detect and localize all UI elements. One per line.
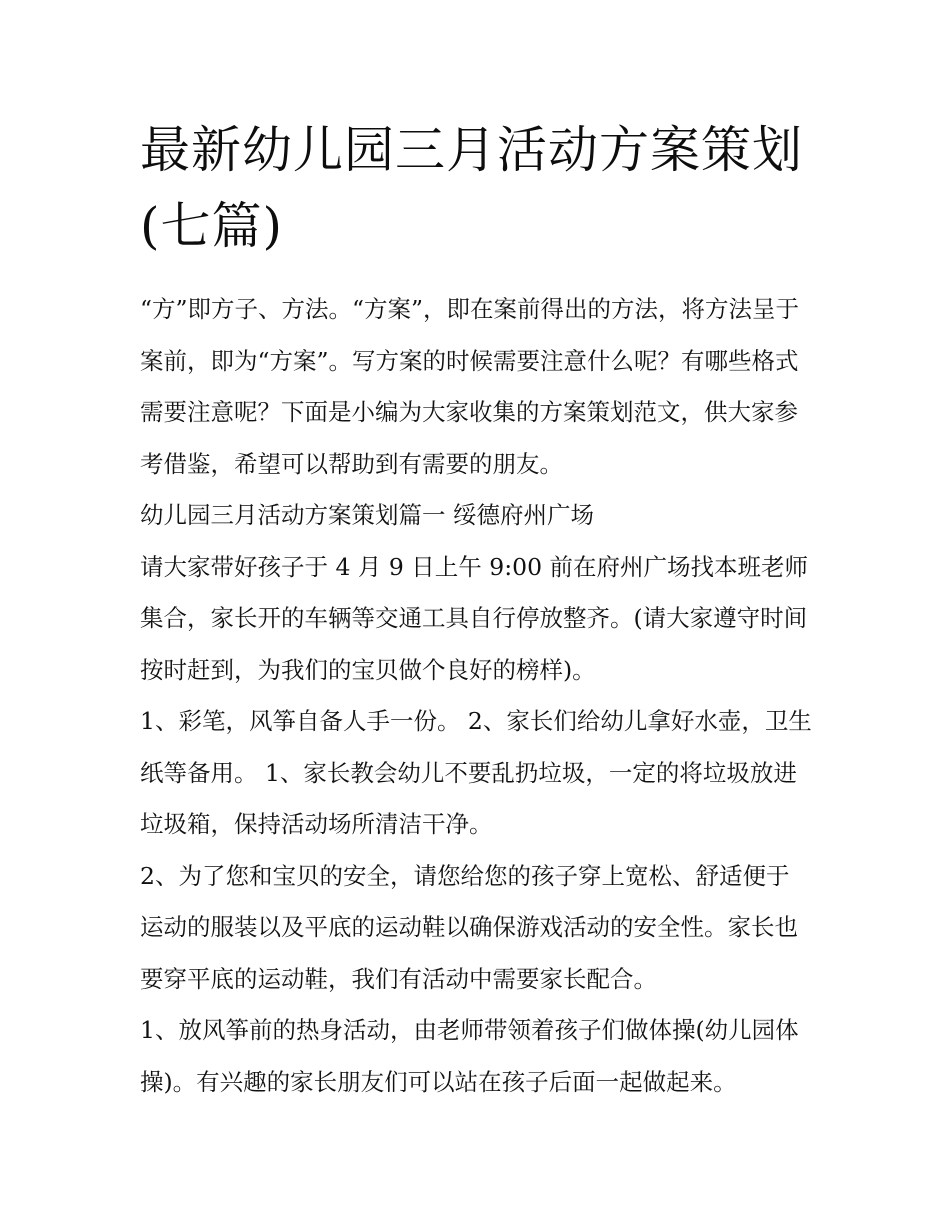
paragraph-safety: 2、为了您和宝贝的安全，请您给您的孩子穿上宽松、舒适便于运动的服装以及平底的运动鞋以确保游戏活动的安全性。家长也要穿平底的运动鞋，我们有活动中需要家长配合。 (140, 861, 798, 993)
document-title: 最新幼儿园三月活动方案策划(七篇) (140, 121, 803, 255)
document-page (140, 112, 812, 1108)
paragraph-preparation: 1、彩笔，风筝自备人手一份。 2、家长们给幼儿拿好水壶，卫生纸等备用。 1、家长教会幼儿不要乱扔垃圾，一定的将垃圾放进垃圾箱，保持活动场所清洁干净。 (140, 707, 812, 838)
document-body (140, 284, 812, 1108)
paragraph-intro: “方”即方子、方法。“方案”，即在案前得出的方法，将方法呈于案前，即为“方案”。写方案的时候需要注意什么呢？有哪些格式需要注意呢？下面是小编为大家收集的方案策划范文，供大家参考借鉴，希望可以帮助到有需要的朋友。 (140, 295, 800, 478)
paragraph-section-heading: 幼儿园三月活动方案策划篇一 绥德府州广场 (140, 501, 594, 529)
paragraph-warmup: 1、放风筝前的热身活动，由老师带领着孩子们做体操(幼儿园体操)。有兴趣的家长朋友们可以站在孩子后面一起做起来。 (140, 1016, 799, 1096)
paragraph-gathering: 请大家带好孩子于 4 月 9 日上午 9:00 前在府州广场找本班老师集合，家长开的车辆等交通工具自行停放整齐。(请大家遵守时间按时赶到，为我们的宝贝做个良好的榜样)。 (140, 552, 808, 684)
